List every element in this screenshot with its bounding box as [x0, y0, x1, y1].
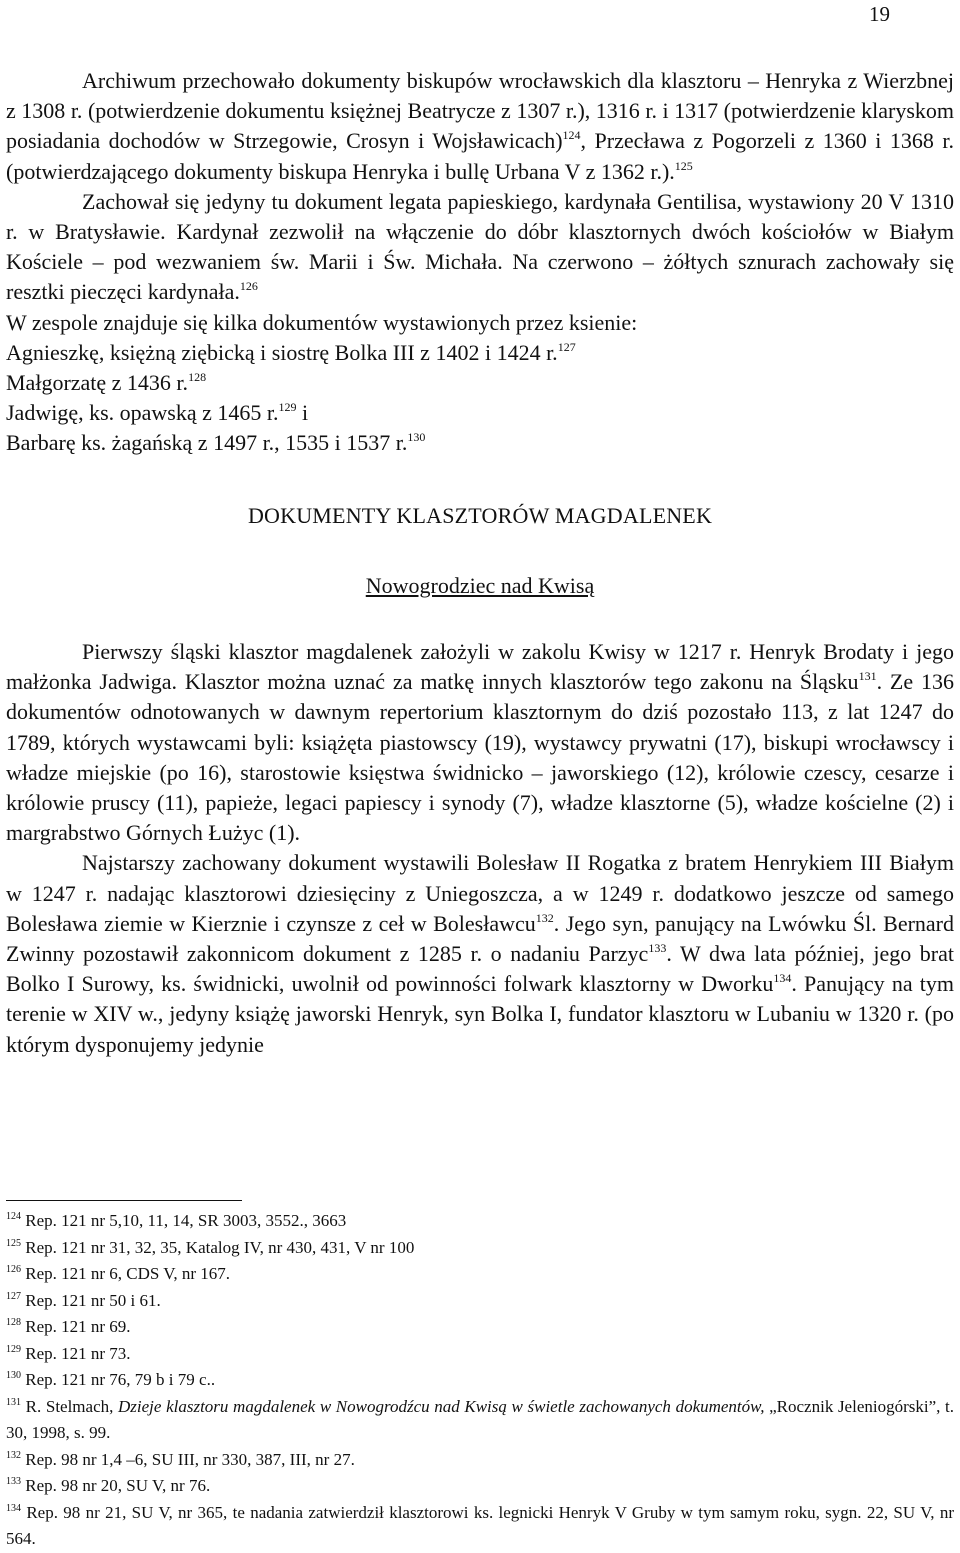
footnote-ref: 124: [562, 128, 581, 143]
text-run: , Przecława z Pogorzeli z 1360 i 1368 r. (potwierdzającego dokumenty biskupa Henryka i bullę Urbana V z 1362 r.).: [6, 128, 954, 184]
footnote: [6, 1473, 954, 1500]
footnote-separator: [6, 1200, 242, 1201]
footnote-number: 131: [6, 1396, 21, 1408]
list-item-text: Jadwigę, ks. opawską z 1465 r.: [6, 400, 279, 426]
list-item: [6, 428, 954, 458]
footnote-ref: 131: [858, 669, 877, 684]
list-item: [6, 368, 954, 398]
text-run: . Jego syn, panujący na Lwówku Śl. Bernard Zwinny pozostawił zakonnicom dokument z 1285 r. o nadaniu Parzyc: [6, 910, 955, 967]
footnote-text: Rep. 121 nr 69.: [25, 1317, 131, 1336]
footnotes: [6, 1208, 954, 1553]
footnote-text: R. Stelmach,: [25, 1396, 119, 1416]
footnote-number: 124: [6, 1211, 21, 1222]
list-item-text: i: [296, 400, 309, 426]
footnote-ref: 130: [407, 430, 426, 445]
list-item: [6, 338, 954, 368]
footnote-text: Rep. 121 nr 73.: [25, 1343, 131, 1363]
footnote: [6, 1394, 954, 1447]
paragraph-oldest-document: [6, 848, 954, 1059]
footnote-text: „Rocznik Jeleniogórski”, t. 30, 1998, s. 99.: [6, 1396, 954, 1442]
footnote-ref: 133: [648, 941, 667, 956]
list-item-text: Barbarę ks. żagańską z 1497 r., 1535 i 1537 r.: [6, 430, 408, 456]
footnote-ref: 134: [773, 971, 792, 986]
footnote-ref: 127: [557, 339, 576, 354]
footnote-text: Rep. 98 nr 1,4 –6, SU III, nr 330, 387, III, nr 27.: [25, 1449, 355, 1469]
footnote-number: 133: [6, 1476, 21, 1487]
list-item: [6, 398, 954, 428]
footnote-text: Rep. 121 nr 5,10, 11, 14, SR 3003, 3552., 3663: [25, 1211, 347, 1230]
text-run: Najstarszy zachowany dokument wystawili Bolesław II Rogatka z bratem Henrykiem III Białym w 1247 r. nadając klasztorowi dziesięciny z Uniegoszcza, a w 1249 r. dodatkowo jeszcze od samego Bolesława ziemie w Kierznie i czynsze z ceł w Bolesławcu: [6, 850, 954, 936]
footnote-number: 129: [6, 1343, 21, 1355]
text-run: . W dwa lata później, jego brat Bolko I Surowy, ks. świdnicki, uwolnił od powinności folwark klasztorny w Dworku: [6, 941, 954, 997]
text-run: Pierwszy śląski klasztor magdalenek założyli w zakolu Kwisy w 1217 r. Henryk Brodaty i jego małżonka Jadwiga. Klasztor można uznać za matkę innych klasztorów tego zakonu na Śląsku: [6, 639, 954, 695]
list-item-text: Małgorzatę z 1436 r.: [6, 370, 189, 396]
footnote: [6, 1367, 954, 1394]
footnote-text: Rep. 121 nr 31, 32, 35, Katalog IV, nr 430, 431, V nr 100: [25, 1237, 415, 1257]
footnote-number: 128: [6, 1317, 21, 1328]
footnote-number: 132: [6, 1449, 21, 1461]
paragraph-archive: [6, 66, 954, 187]
text-run: . Panujący na tym terenie w XIV w., jedyny książę jaworski Henryk, syn Bolka I, fundator klasztoru w Lubaniu w 1320 r. (po którym dysponujemy jedynie: [6, 971, 954, 1057]
footnote: [6, 1314, 954, 1341]
footnote-ref: 132: [535, 910, 554, 925]
footnote-ref: 129: [278, 400, 297, 415]
footnote-ref: 128: [188, 370, 207, 385]
footnote-text: Rep. 98 nr 21, SU V, nr 365, te nadania zatwierdził klasztorowi ks. legnicki Henryk V Gruby w tym samym roku, sygn. 22, SU V, nr 564.: [6, 1502, 954, 1548]
footnote-number: 130: [6, 1370, 21, 1381]
footnote-number: 127: [6, 1290, 21, 1302]
list-intro: W zespole znajduje się kilka dokumentów wystawionych przez ksienie:: [6, 309, 638, 335]
footnote-text: Rep. 121 nr 6, CDS V, nr 167.: [25, 1264, 231, 1283]
footnote-text: Rep. 121 nr 76, 79 b i 79 c..: [25, 1370, 216, 1389]
footnote-number: 126: [6, 1264, 21, 1275]
footnote: [6, 1447, 954, 1474]
footnote-number: 134: [6, 1502, 21, 1514]
paragraph-legate: [6, 187, 954, 308]
list-item-text: Agnieszkę, księżną ziębicką i siostrę Bolka III z 1402 i 1424 r.: [6, 339, 558, 365]
footnote: [6, 1341, 954, 1368]
text-run: Archiwum przechowało dokumenty biskupów wrocławskich dla klasztoru – Henryka z Wierzbnej z 1308 r. (potwierdzenie dokumentu księżnej Beatrycze z 1307 r.), 1316 r. i 1317 (potwierdzenie klaryskom posiadania dochodów w Strzegowie, Crosyn i Wojsławicach): [6, 68, 954, 154]
footnote-title: Dzieje klasztoru magdalenek w Nowogrodźcu nad Kwisą w świetle zachowanych dokumentów,: [118, 1396, 765, 1416]
footnote: [6, 1208, 954, 1235]
paragraph-abbesses: [6, 308, 954, 459]
main-text: [6, 66, 954, 1060]
footnote-ref: 126: [239, 279, 258, 294]
paragraph-founding: [6, 637, 954, 848]
footnote-text: Rep. 98 nr 20, SU V, nr 76.: [25, 1476, 211, 1495]
page-number: 19: [869, 2, 890, 26]
footnote: [6, 1261, 954, 1288]
section-heading: DOKUMENTY KLASZTORÓW MAGDALENEK: [247, 502, 713, 528]
footnote: [6, 1235, 954, 1262]
text-run: . Ze 136 dokumentów odnotowanych w dawnym repertorium klasztornym do dziś pozostało 113, z lat 1247 do 1789, których wystawcami byli: książęta piastowscy (19), wystawcy prywatni (17), biskupi wrocławscy i władze miejskie (po 16), starostowie księstwa świdnicko – jaworskiego (12), królowie czescy, cesarze i królowie pruscy (11), papieże, legaci papiescy i synody (7), władze klasztorne (5), władze kościelne (2) i margrabstwo Górnych Łużyc (1).: [6, 669, 955, 846]
footnote-number: 125: [6, 1237, 21, 1249]
text-run: Zachował się jedyny tu dokument legata papieskiego, kardynała Gentilisa, wystawiony 20 V 1310 r. w Bratysławie. Kardynał zezwolił na włączenie do dóbr klasztornych dwóch kościołów w Białym Kościele – pod wezwaniem św. Marii i Św. Michała. Na czerwono – żółtych sznurach zachowały się resztki pieczęci kardynała.: [6, 188, 954, 305]
footnote: [6, 1288, 954, 1315]
footnote-ref: 125: [674, 158, 693, 173]
section-subheading: Nowogrodziec nad Kwisą: [365, 572, 595, 598]
footnote-text: Rep. 121 nr 50 i 61.: [25, 1290, 161, 1310]
